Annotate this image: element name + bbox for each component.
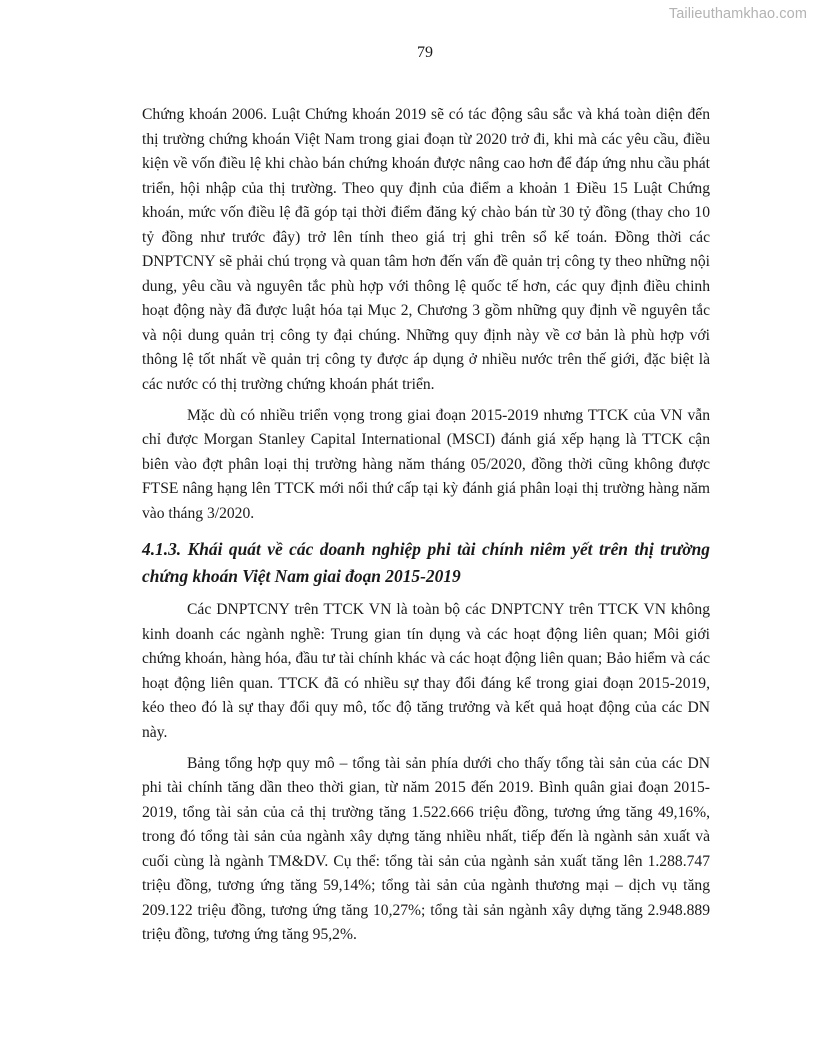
section-heading: 4.1.3. Khái quát về các doanh nghiệp phi tài chính niêm yết trên thị trường chứng khoán Việt Nam giai đoạn 2015-2019 [142,539,710,586]
page-number: 79 [417,44,433,61]
watermark: Tailieuthamkhao.com [668,6,807,22]
paragraph-2: Mặc dù có nhiều triển vọng trong giai đoạn 2015-2019 nhưng TTCK của VN vẫn chỉ được Morgan Stanley Capital International (MSCI) đánh giá xếp hạng là TTCK cận biên vào đợt phân loại thị trường hàng năm tháng 05/2020, đồng thời cũng không được FTSE nâng hạng lên TTCK mới nổi thứ cấp tại kỳ đánh giá phân loại thị trường hàng năm vào tháng 3/2020. [142,406,710,522]
paragraph-1: Chứng khoán 2006. Luật Chứng khoán 2019 sẽ có tác động sâu sắc và khá toàn diện đến thị trường chứng khoán Việt Nam trong giai đoạn từ 2020 trở đi, khi mà các yêu cầu, điều kiện về vốn điều lệ khi chào bán chứng khoán được nâng cao hơn để đáp ứng nhu cầu phát triển, hội nhập của thị trường. Theo quy định của điểm a khoản 1 Điều 15 Luật Chứng khoán, mức vốn điều lệ đã góp tại thời điểm đăng ký chào bán từ 30 tỷ đồng (thay cho 10 tỷ đồng như trước đây) trở lên tính theo giá trị ghi trên sổ kế toán. Đồng thời các DNPTCNY sẽ phải chú trọng và quan tâm hơn đến vấn đề quản trị công ty theo những nội dung, yêu cầu và nguyên tắc phù hợp với thông lệ quốc tế hơn, các quy định điều chinh hoạt động này đã được luật hóa tại Mục 2, Chương 3 gồm những quy định về nguyên tắc và nội dung quản trị công ty đại chúng. Những quy định này về cơ bản là phù hợp với thông lệ tốt nhất về quản trị công ty được áp dụng ở nhiều nước trên thế giới, đặc biệt là các nước có thị trường chứng khoán phát triển. [142,106,710,394]
paragraph-3: Các DNPTCNY trên TTCK VN là toàn bộ các DNPTCNY trên TTCK VN không kinh doanh các ngành nghề: Trung gian tín dụng và các hoạt động liên quan; Môi giới chứng khoán, hàng hóa, đầu tư tài chính khác và các hoạt động liên quan; Bảo hiểm và các hoạt động liên quan. TTCK đã có nhiều sự thay đổi đáng kể trong giai đoạn 2015-2019, kéo theo đó là sự thay đổi quy mô, tốc độ tăng trưởng và kết quả hoạt động của các DN này. [142,601,710,742]
paragraph-4: Bảng tổng hợp quy mô – tổng tài sản phía dưới cho thấy tổng tài sản của các DN phi tài chính tăng dần theo thời gian, từ năm 2015 đến 2019. Bình quân giai đoạn 2015-2019, tổng tài sản của cả thị trường tăng 1.522.666 triệu đồng, tương ứng tăng 49,16%, trong đó tổng tài sản của ngành xây dựng tăng nhiều nhất, tiếp đến là ngành sản xuất và cuối cùng là ngành TM&DV. Cụ thể: tổng tài sản của ngành sản xuất tăng lên 1.288.747 triệu đồng, tương ứng tăng 59,14%; tổng tài sản của ngành thương mại – dịch vụ tăng 209.122 triệu đồng, tương ứng tăng 10,27%; tổng tài sản ngành xây dựng tăng 2.948.889 triệu đồng, tương ứng tăng 95,2%. [142,754,710,944]
document-body [142,103,710,948]
